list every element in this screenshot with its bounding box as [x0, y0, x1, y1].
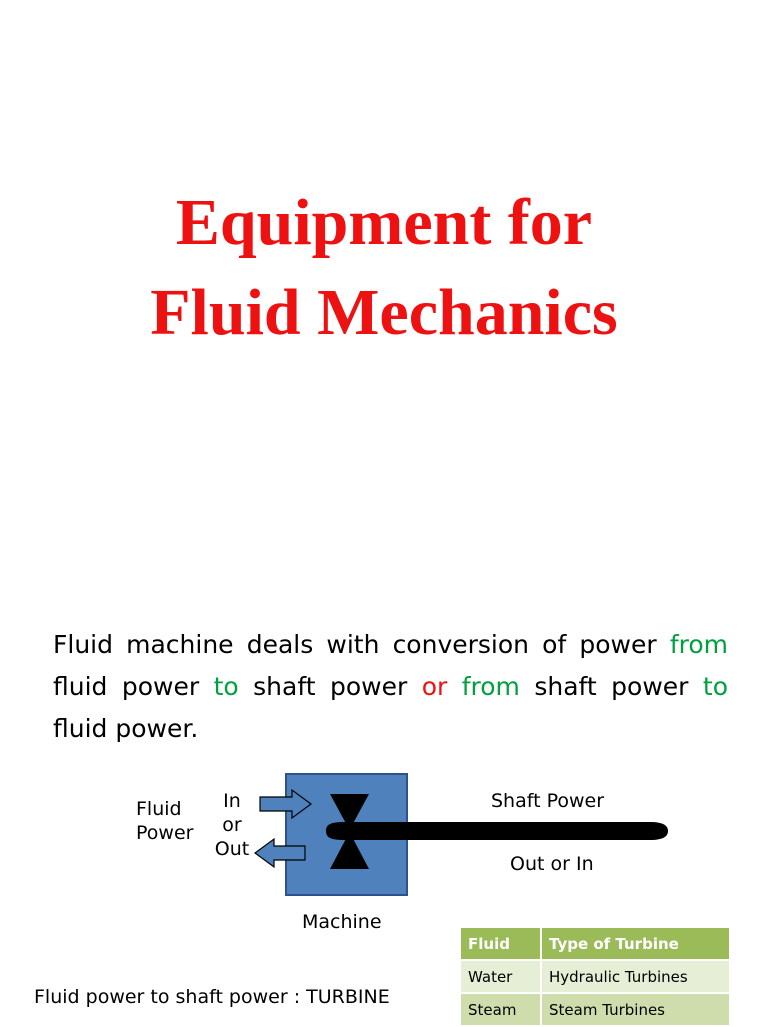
- para-text-2: fluid power: [53, 672, 214, 701]
- table-header-row: [461, 928, 729, 960]
- word-to-1: to: [213, 672, 239, 701]
- title-line-1: Equipment for: [175, 186, 593, 259]
- out-or-in-label: Out or In: [510, 853, 594, 875]
- table-row: [461, 960, 729, 993]
- table-cell: Steam: [461, 993, 541, 1026]
- fluid-power-label: [136, 797, 193, 845]
- machine-label: Machine: [302, 911, 382, 933]
- para-text-1: Fluid machine deals with conversion of power: [53, 630, 670, 659]
- word-or: or: [421, 672, 448, 701]
- word-from-2: from: [461, 672, 520, 701]
- in-or-out-label: [204, 789, 260, 861]
- table-cell: Hydraulic Turbines: [541, 960, 729, 993]
- para-text-3: shaft power: [238, 672, 422, 701]
- table-cell: Water: [461, 960, 541, 993]
- table-row: [461, 993, 729, 1026]
- in-label: In: [223, 790, 241, 812]
- word-to-2: to: [702, 672, 728, 701]
- table-cell: Steam Turbines: [541, 993, 729, 1026]
- fluid-power-line-1: Fluid: [136, 798, 182, 820]
- para-text-5: shaft power: [519, 672, 703, 701]
- shaft-power-label: Shaft Power: [491, 790, 605, 812]
- word-from-1: from: [669, 630, 728, 659]
- turbine-table: [461, 928, 729, 1027]
- fluid-power-line-2: Power: [136, 822, 194, 844]
- footer-note: Fluid power to shaft power : TURBINE: [34, 986, 390, 1008]
- header-turbine-type: Type of Turbine: [541, 928, 729, 960]
- out-label: Out: [214, 838, 250, 860]
- shaft-icon: [326, 822, 668, 840]
- header-fluid: Fluid: [461, 928, 541, 960]
- title-line-2: Fluid Mechanics: [150, 276, 618, 349]
- para-text-6: fluid power.: [53, 714, 199, 743]
- or-label: or: [222, 814, 242, 836]
